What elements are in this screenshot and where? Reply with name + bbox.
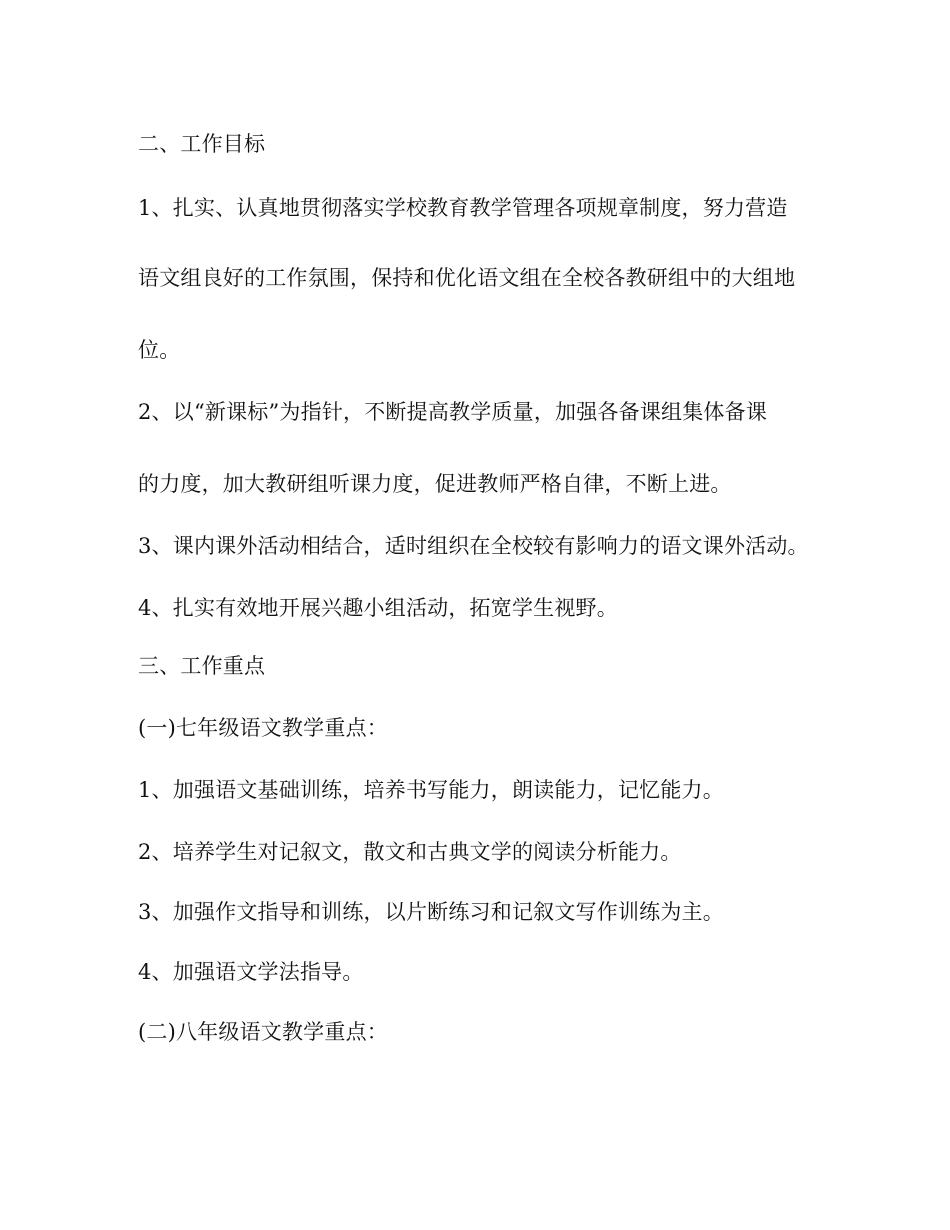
goal-1-line-3: 位。 xyxy=(138,338,181,362)
grade7-item-2: 2、培养学生对记叙文，散文和古典文学的阅读分析能力。 xyxy=(138,840,682,864)
goal-2-line-1: 2、以“新课标”为指针，不断提高教学质量，加强各备课组集体备课 xyxy=(138,400,768,424)
goal-1-line-2: 语文组良好的工作氛围，保持和优化语文组在全校各教研组中的大组地 xyxy=(138,266,796,290)
grade7-item-4: 4、加强语文学法指导。 xyxy=(138,960,364,984)
grade8-heading: (二)八年级语文教学重点： xyxy=(138,1020,388,1044)
section-heading-focus: 三、工作重点 xyxy=(138,654,266,678)
grade7-item-1: 1、加强语文基础训练，培养书写能力，朗读能力，记忆能力。 xyxy=(138,778,724,802)
section-heading-goals: 二、工作目标 xyxy=(138,132,266,156)
grade7-heading: (一)七年级语文教学重点： xyxy=(138,716,388,740)
goal-1-line-1: 1、扎实、认真地贯彻落实学校教育教学管理各项规章制度，努力营造 xyxy=(138,196,788,220)
grade7-item-3: 3、加强作文指导和训练，以片断练习和记叙文写作训练为主。 xyxy=(138,900,724,924)
goal-2-line-2: 的力度，加大教研组听课力度，促进教师严格自律，不断上进。 xyxy=(138,472,732,496)
goal-3: 3、课内课外活动相结合，适时组织在全校较有影响力的语文课外活动。 xyxy=(138,534,809,558)
goal-4: 4、扎实有效地开展兴趣小组活动，拓宽学生视野。 xyxy=(138,596,618,620)
